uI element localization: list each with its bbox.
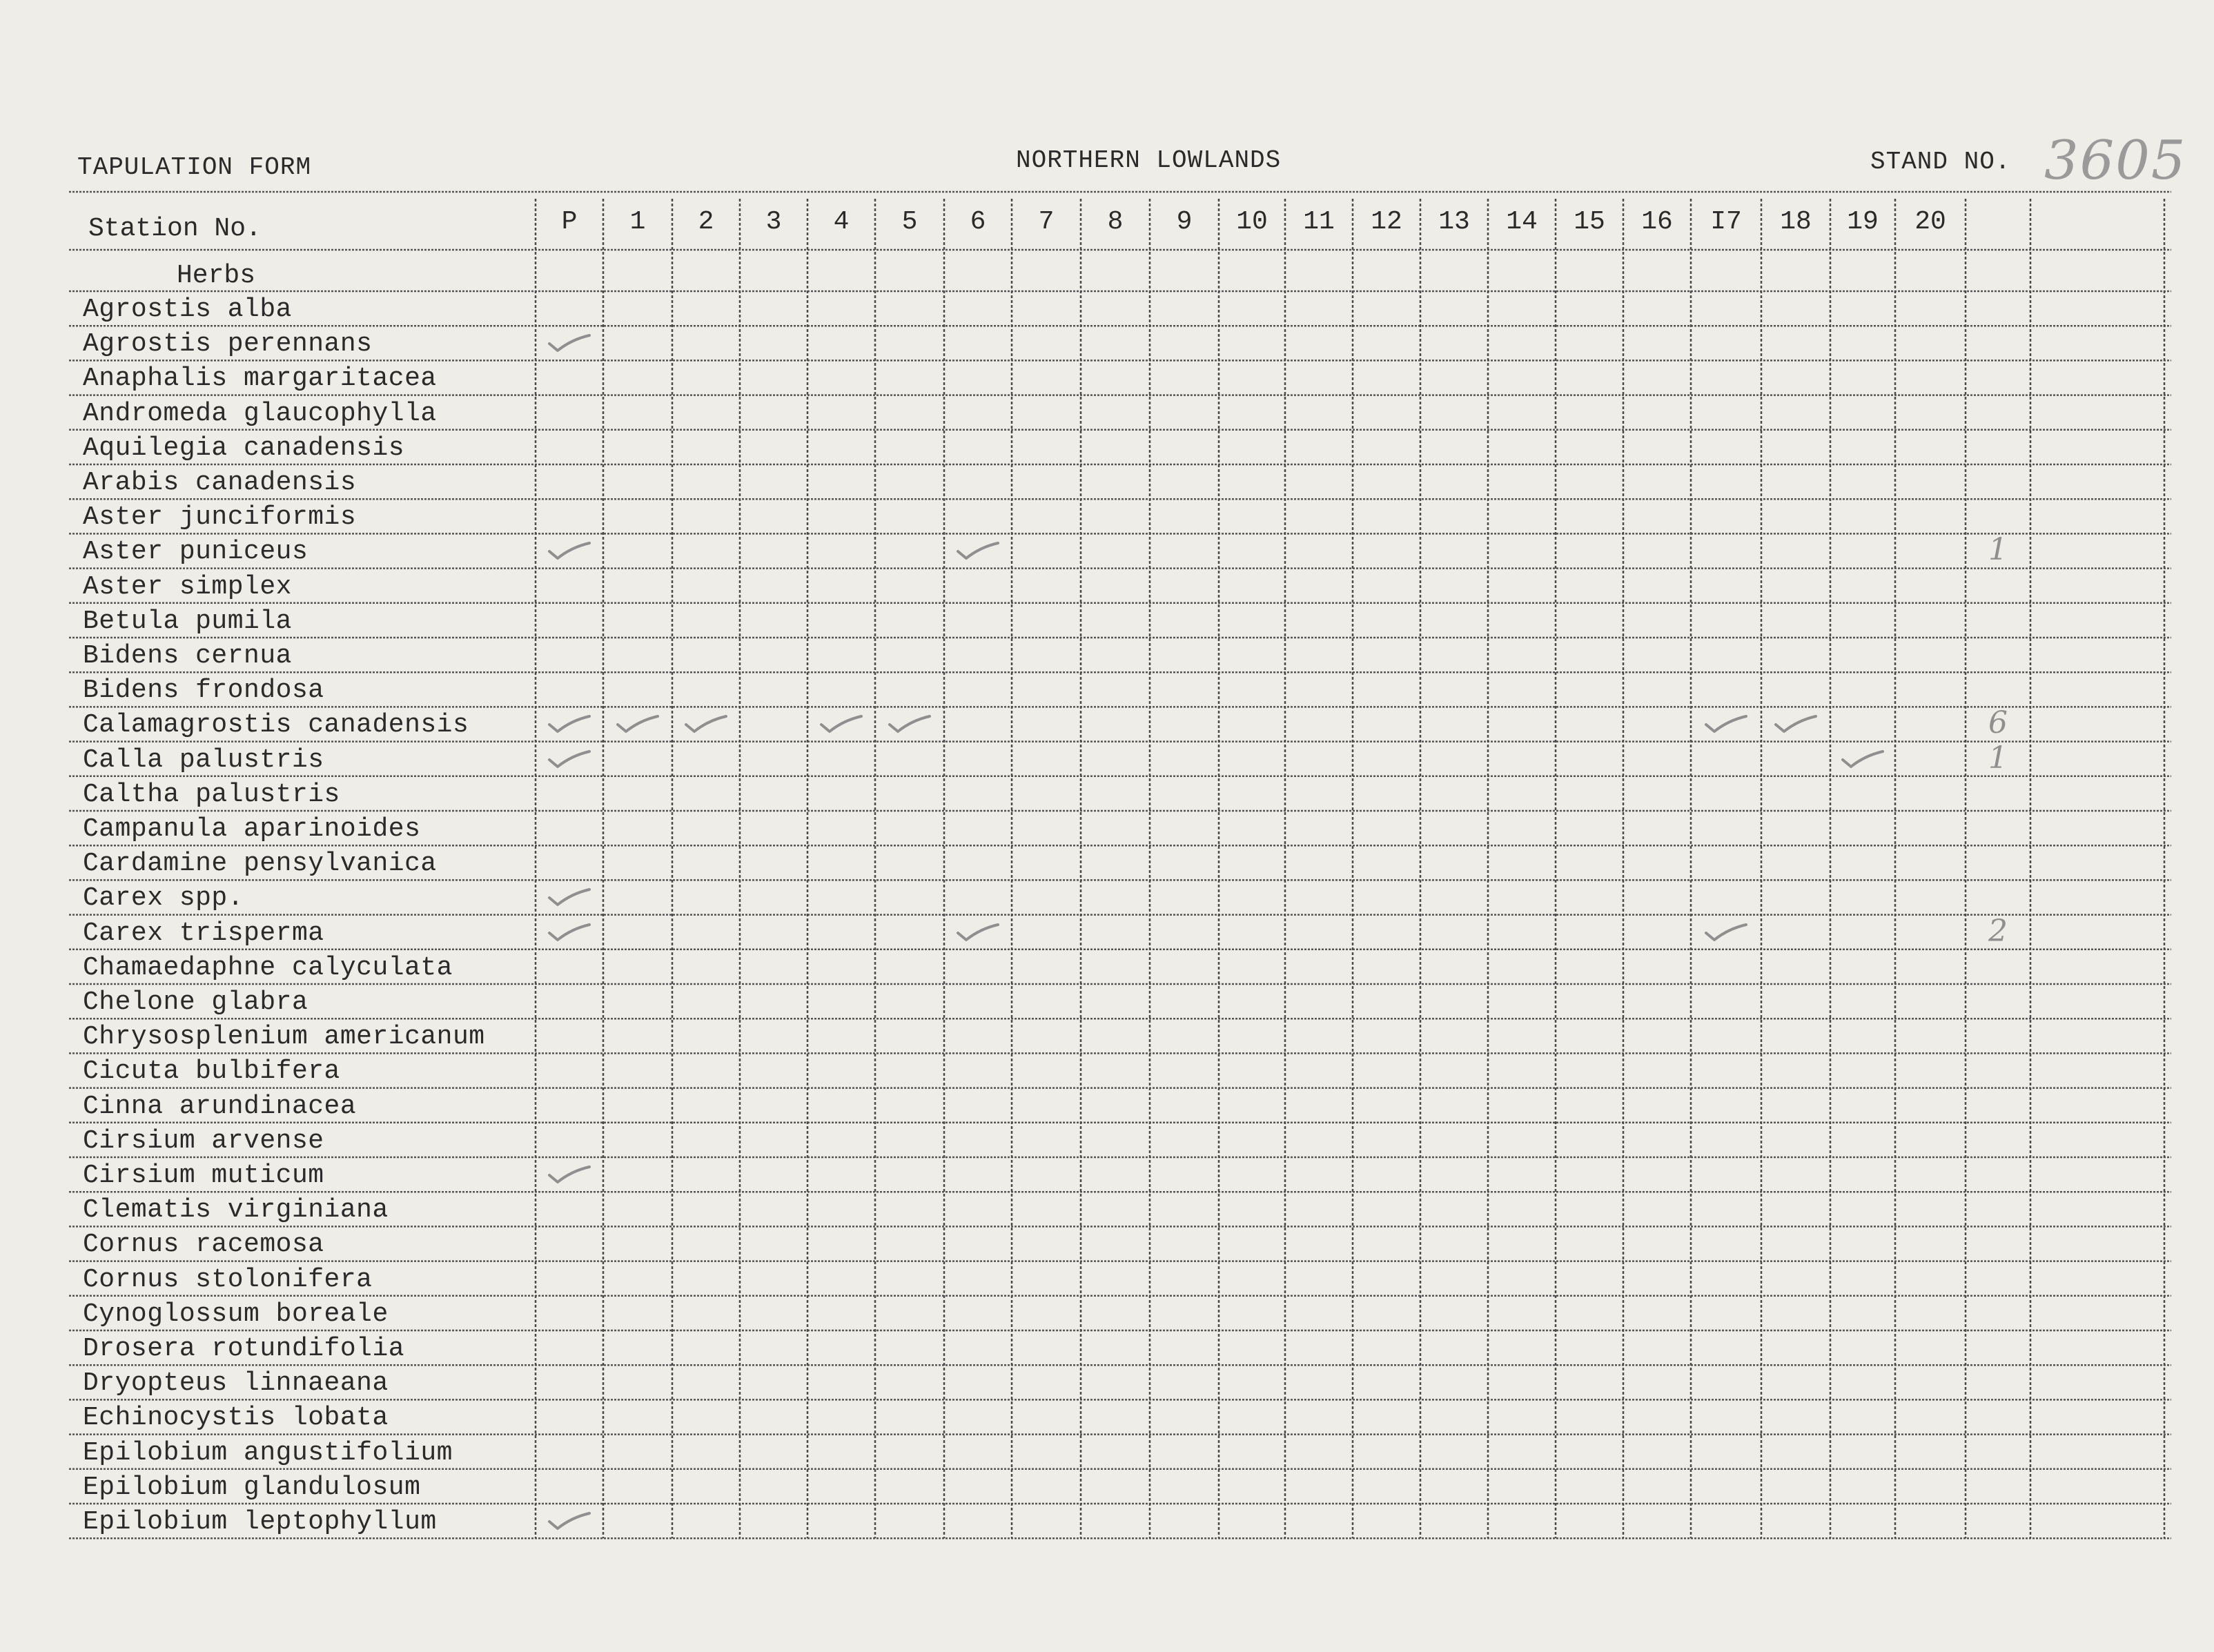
species-row (0, 1365, 2214, 1399)
checkmark-icon (547, 714, 592, 734)
species-row (0, 603, 2214, 638)
species-row (0, 533, 2214, 568)
station-column-header: P (561, 207, 578, 237)
checkmark-icon (887, 714, 932, 734)
station-column-header: 2 (698, 207, 714, 237)
station-column-header: 5 (901, 207, 918, 237)
station-column-header: 16 (1641, 207, 1673, 237)
station-column-header: 9 (1176, 207, 1193, 237)
form-title: TAPULATION FORM (77, 153, 312, 181)
species-row (0, 1123, 2214, 1157)
species-name: Aster junciformis (83, 502, 357, 533)
species-row (0, 1330, 2214, 1365)
checkmark-icon (547, 887, 592, 907)
station-column-header: 20 (1914, 207, 1946, 237)
species-row (0, 1261, 2214, 1296)
species-row (0, 811, 2214, 845)
presence-count: 1 (1988, 740, 2008, 776)
species-name: Calla palustris (83, 745, 324, 775)
species-name: Epilobium glandulosum (83, 1472, 421, 1502)
station-column-header: 8 (1107, 207, 1124, 237)
stand-number-value: 3605 (2044, 130, 2187, 192)
species-row (0, 1053, 2214, 1088)
species-row (0, 1157, 2214, 1192)
station-column-header: 12 (1371, 207, 1402, 237)
species-row (0, 1088, 2214, 1123)
species-name: Cinna arundinacea (83, 1091, 357, 1121)
species-row (0, 742, 2214, 776)
presence-count: 6 (1988, 705, 2008, 741)
species-row (0, 1226, 2214, 1261)
species-row (0, 1296, 2214, 1330)
species-row (0, 430, 2214, 464)
species-name: Cardamine pensylvanica (83, 849, 437, 879)
checkmark-icon (1703, 922, 1749, 943)
species-name: Andromeda glaucophylla (83, 398, 437, 429)
station-column-header: 11 (1303, 207, 1335, 237)
species-name: Epilobium leptophyllum (83, 1507, 437, 1537)
station-column-header: 13 (1438, 207, 1470, 237)
species-row (0, 395, 2214, 430)
checkmark-icon (955, 540, 1001, 561)
species-row (0, 1469, 2214, 1504)
species-name: Agrostis alba (83, 295, 292, 324)
species-row (0, 984, 2214, 1019)
station-column-header: 18 (1780, 207, 1812, 237)
checkmark-icon (1703, 714, 1749, 734)
species-row (0, 707, 2214, 741)
station-column-header: 10 (1236, 207, 1268, 237)
checkmark-icon (819, 714, 864, 734)
species-name: Aster puniceus (83, 537, 308, 567)
region-title: NORTHERN LOWLANDS (1016, 146, 1282, 175)
species-name: Bidens frondosa (83, 676, 324, 706)
station-column-header: 4 (833, 207, 850, 237)
species-row (0, 915, 2214, 950)
species-name: Anaphalis margaritacea (83, 364, 437, 394)
species-row (0, 569, 2214, 603)
species-row (0, 776, 2214, 811)
species-row (0, 845, 2214, 880)
species-row (0, 950, 2214, 984)
species-name: Bidens cernua (83, 641, 292, 671)
station-column-header: 7 (1038, 207, 1055, 237)
species-name: Drosera rotundifolia (83, 1334, 405, 1364)
species-name: Cynoglossum boreale (83, 1299, 389, 1329)
species-name: Cornus racemosa (83, 1230, 324, 1260)
species-name: Agrostis perennans (83, 329, 373, 360)
station-column-header: 1 (629, 207, 646, 237)
checkmark-icon (547, 749, 592, 769)
species-name: Arabis canadensis (83, 468, 357, 498)
species-name: Carex spp. (83, 883, 244, 914)
station-number-label: Station No. (88, 214, 262, 244)
species-name: Aster simplex (83, 571, 292, 602)
species-name: Caltha palustris (83, 779, 340, 809)
species-name: Calamagrostis canadensis (83, 710, 469, 740)
species-row (0, 360, 2214, 395)
checkmark-icon (547, 1164, 592, 1185)
species-row (0, 499, 2214, 533)
station-column-header: 6 (970, 207, 986, 237)
species-name: Echinocystis lobata (83, 1403, 389, 1433)
checkmark-icon (547, 922, 592, 943)
species-row (0, 464, 2214, 499)
species-name: Chelone glabra (83, 987, 308, 1017)
checkmark-icon (955, 922, 1001, 943)
species-name: Cicuta bulbifera (83, 1056, 340, 1087)
species-row (0, 1399, 2214, 1434)
species-row (0, 326, 2214, 360)
species-name: Dryopteus linnaeana (83, 1368, 389, 1399)
checkmark-icon (1840, 749, 1885, 769)
station-column-header: 19 (1847, 207, 1879, 237)
species-row (0, 672, 2214, 707)
species-name: Campanula aparinoides (83, 814, 421, 844)
species-name: Cornus stolonifera (83, 1264, 373, 1295)
species-row (0, 1504, 2214, 1538)
species-name: Chrysosplenium americanum (83, 1022, 485, 1052)
checkmark-icon (615, 714, 660, 734)
checkmark-icon (1773, 714, 1819, 734)
species-name: Chamaedaphne calyculata (83, 952, 453, 983)
checkmark-icon (547, 540, 592, 561)
station-column-header: I7 (1710, 207, 1742, 237)
station-column-header: 14 (1506, 207, 1538, 237)
section-label-herbs: Herbs (177, 261, 256, 291)
checkmark-icon (547, 1511, 592, 1531)
species-name: Betula pumila (83, 606, 292, 636)
species-name: Clematis virginiana (83, 1195, 389, 1226)
checkmark-icon (683, 714, 729, 734)
species-row (0, 1192, 2214, 1226)
species-name: Cirsium muticum (83, 1161, 324, 1190)
species-name: Aquilegia canadensis (83, 433, 405, 463)
species-name: Carex trisperma (83, 918, 324, 948)
species-row (0, 1019, 2214, 1053)
species-name: Epilobium angustifolium (83, 1437, 453, 1468)
species-row (0, 880, 2214, 914)
stand-number-label: STAND NO. (1870, 148, 2011, 176)
presence-count: 1 (1988, 532, 2008, 568)
species-name: Cirsium arvense (83, 1125, 324, 1156)
station-column-header: 15 (1574, 207, 1605, 237)
species-row (0, 291, 2214, 326)
checkmark-icon (547, 333, 592, 353)
species-row (0, 1435, 2214, 1469)
presence-count: 2 (1988, 913, 2008, 949)
station-column-header: 3 (765, 207, 782, 237)
species-row (0, 638, 2214, 672)
